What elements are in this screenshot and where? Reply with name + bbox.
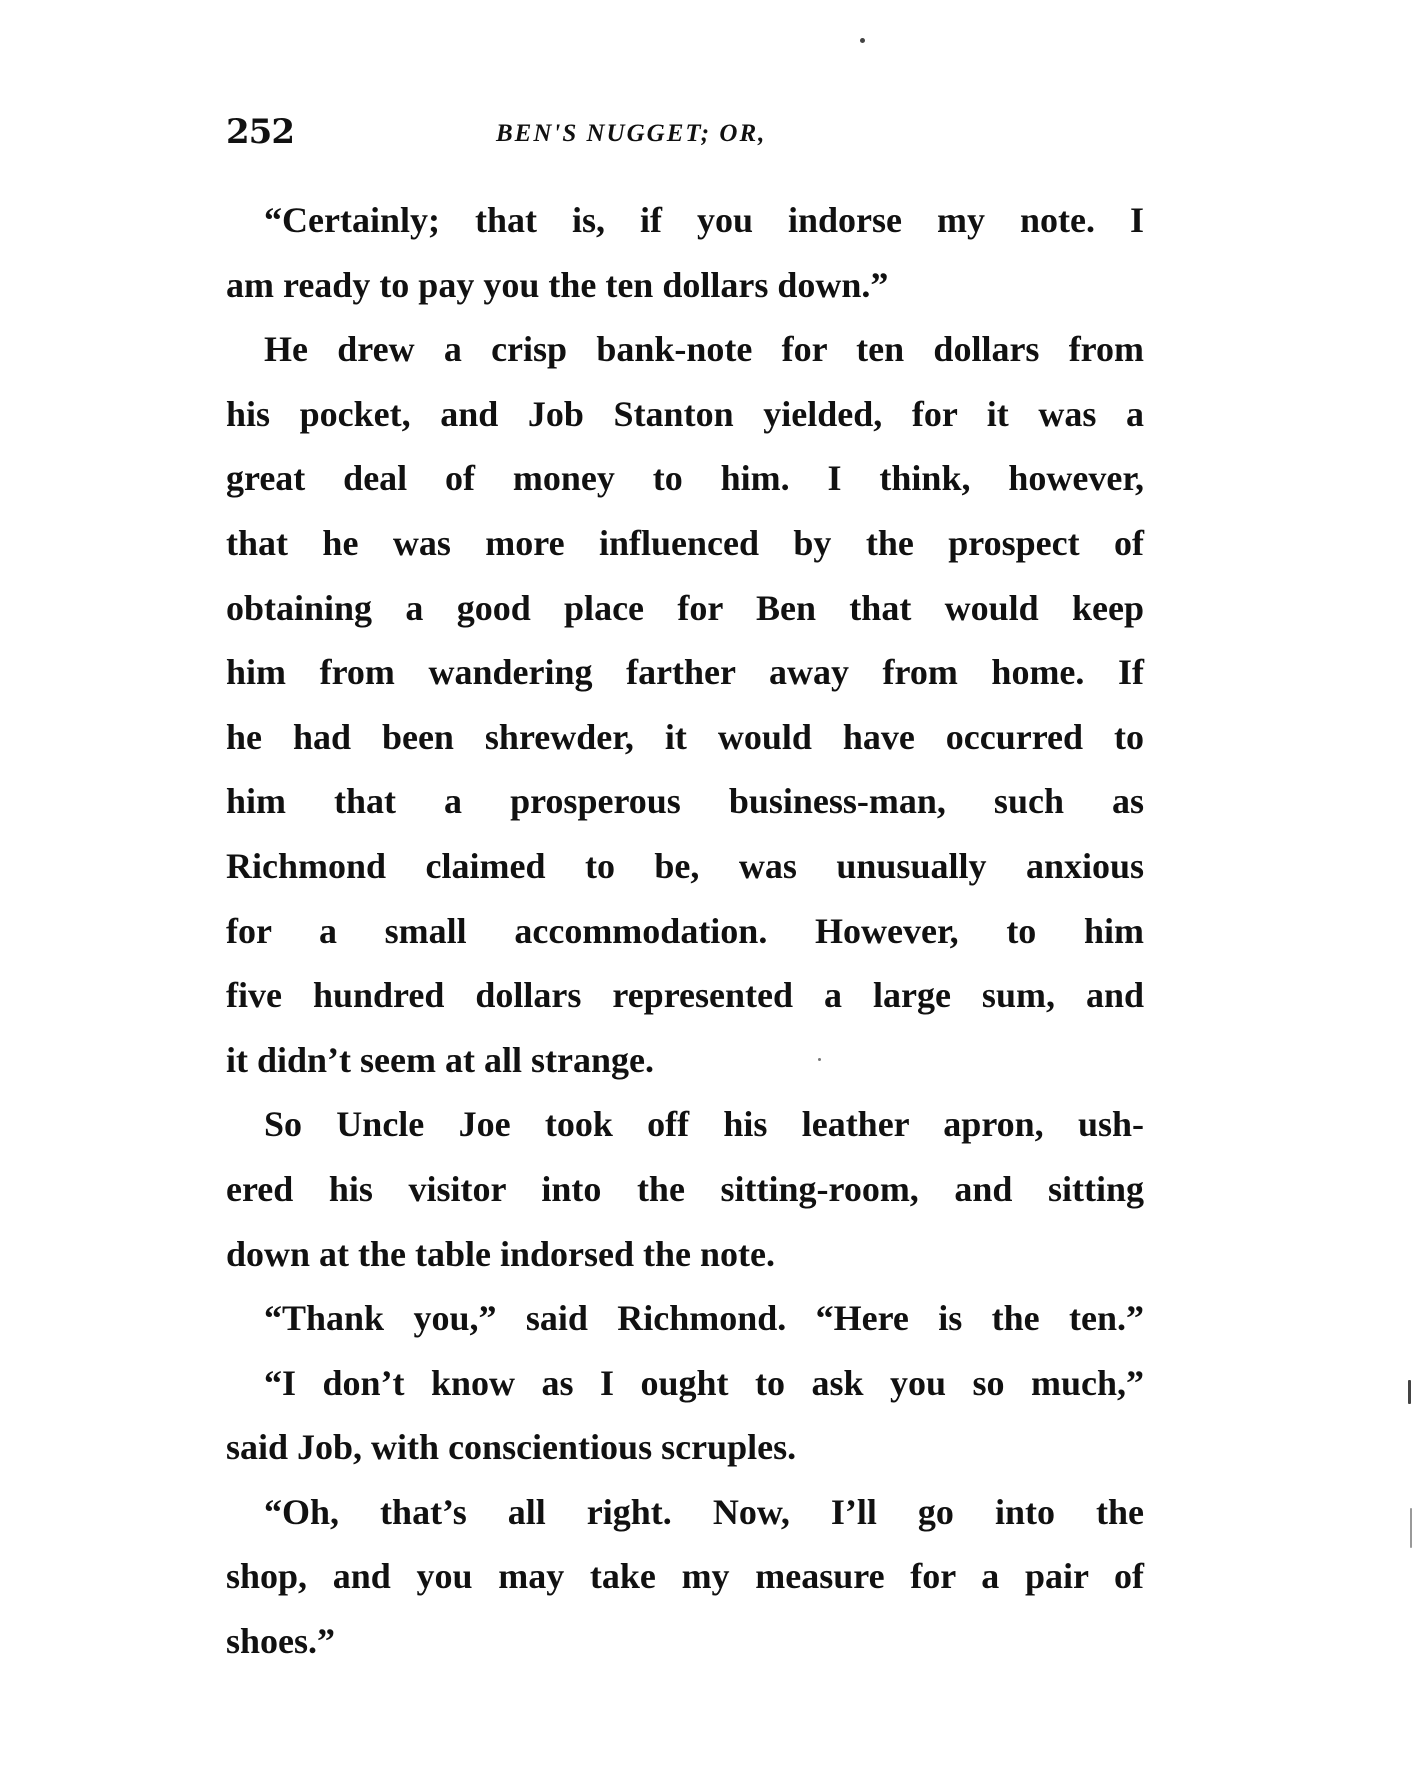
page-header	[226, 112, 1141, 162]
text-line: he had been shrewder, it would have occurred to	[226, 716, 1144, 757]
text-line: his pocket, and Job Stanton yielded, for it was a	[226, 393, 1144, 434]
text-line: So Uncle Joe took off his leather apron, ush-	[264, 1104, 1144, 1145]
scan-speck	[860, 38, 865, 43]
text-line: said Job, with conscientious scruples.	[226, 1427, 797, 1468]
text-line: ered his visitor into the sitting-room, and sitting	[226, 1168, 1144, 1209]
text-line: him that a prosperous business-man, such as	[226, 781, 1144, 822]
text-line: He drew a crisp bank-note for ten dollars from	[264, 329, 1144, 370]
text-line: great deal of money to him. I think, however,	[226, 458, 1144, 499]
text-line: that he was more influenced by the prospect of	[226, 522, 1144, 563]
text-line: “I don’t know as I ought to ask you so much,”	[264, 1362, 1144, 1403]
text-line: shoes.”	[226, 1621, 336, 1662]
text-line: obtaining a good place for Ben that would keep	[226, 587, 1144, 628]
scan-speck	[1410, 1508, 1412, 1548]
text-line: him from wandering farther away from home. If	[226, 652, 1144, 693]
text-line: down at the table indorsed the note.	[226, 1233, 776, 1274]
scan-speck	[818, 1058, 821, 1061]
body-text	[226, 188, 1144, 1674]
text-line: it didn’t seem at all strange.	[226, 1039, 654, 1080]
text-line: am ready to pay you the ten dollars down.”	[226, 264, 889, 305]
text-line: five hundred dollars represented a large sum, and	[226, 975, 1144, 1016]
text-line: shop, and you may take my measure for a pair of	[226, 1556, 1144, 1597]
page-number: 252	[226, 112, 294, 152]
text-line: Richmond claimed to be, was unusually anxious	[226, 845, 1144, 886]
text-line: “Oh, that’s all right. Now, I’ll go into the	[264, 1491, 1144, 1532]
text-line: “Certainly; that is, if you indorse my note. I	[264, 200, 1144, 240]
scan-speck	[1408, 1380, 1411, 1404]
text-line: “Thank you,” said Richmond. “Here is the ten.”	[264, 1298, 1144, 1339]
running-head: BEN'S NUGGET; OR,	[496, 120, 767, 147]
text-line: for a small accommodation. However, to him	[226, 910, 1144, 951]
